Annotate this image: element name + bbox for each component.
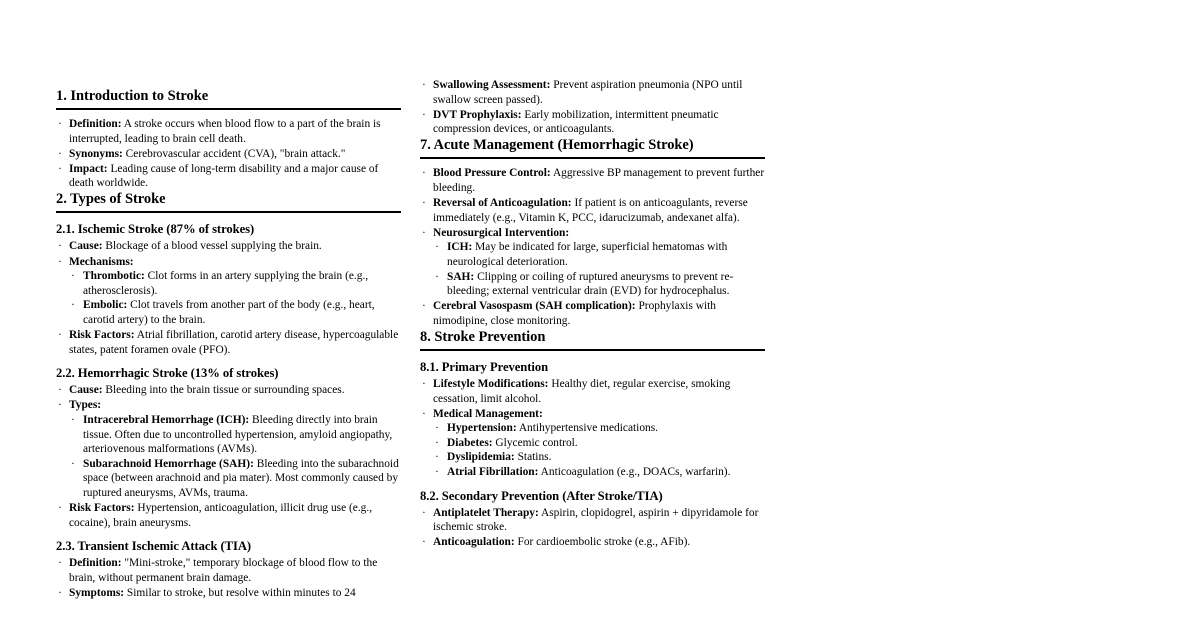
bullet-icon: · (71, 299, 75, 312)
list-item (56, 556, 401, 585)
item-label: Risk Factors: (69, 501, 135, 514)
item-text: Aggressive BP management to prevent further bleeding. (433, 167, 765, 194)
bullet-icon: · (58, 501, 62, 514)
item-label: Antiplatelet Therapy: (433, 506, 539, 519)
item-text: Prevent aspiration pneumonia (NPO until swallow screen passed). (433, 79, 743, 106)
list-item (56, 328, 401, 357)
section (56, 191, 401, 213)
sub-list-item (433, 421, 765, 436)
item-label: DVT Prophylaxis: (433, 108, 522, 121)
item-text: "Mini-stroke," temporary blockage of blood flow to the brain, without permanent brain damage. (69, 557, 378, 584)
bullet-list (56, 117, 401, 191)
item-label: Mechanisms: (69, 255, 134, 268)
sub-list (69, 413, 401, 501)
bullet-icon: · (435, 270, 439, 283)
bullet-icon: · (422, 167, 426, 180)
item-text: Cerebrovascular accident (CVA), "brain attack." (125, 147, 346, 160)
bullet-icon: · (58, 255, 62, 268)
sub-list-item (433, 465, 765, 480)
item-label: Symptoms: (69, 586, 125, 599)
item-text: Healthy diet, regular exercise, smoking cessation, limit alcohol. (433, 377, 731, 405)
section (420, 360, 765, 480)
sub-list-item (69, 413, 401, 457)
subsection-heading: 2.3. Transient Ischemic Attack (TIA) (56, 539, 252, 554)
list-item (420, 166, 765, 195)
list-item (420, 226, 765, 299)
bullet-icon: · (71, 457, 75, 470)
list-item (56, 239, 401, 254)
item-label: Definition: (69, 557, 122, 570)
sub-list-item (69, 269, 401, 298)
item-text: Bleeding directly into brain tissue. Often due to uncontrolled hypertension, amyloid angiopathy, arteriovenous malformations (AVMs). (83, 413, 393, 456)
left-column (56, 88, 401, 626)
sub-list-item (433, 270, 765, 299)
bullet-icon: · (58, 240, 62, 253)
bullet-list (420, 166, 765, 328)
item-label: ICH: (447, 241, 473, 254)
item-label: Blood Pressure Control: (433, 167, 551, 180)
item-text: Clipping or coiling of ruptured aneurysms to prevent re-bleeding; external ventricular drain (EVD) for hydrocephalus. (447, 270, 734, 298)
list-item (420, 506, 765, 535)
item-label: Dyslipidemia: (447, 451, 515, 464)
list-item (56, 162, 401, 191)
bullet-icon: · (435, 465, 439, 478)
item-text: Hypertension, anticoagulation, illicit drug use (e.g., cocaine), brain aneurysms. (69, 501, 373, 529)
item-text: Bleeding into the brain tissue or surrounding spaces. (105, 384, 345, 397)
list-item (56, 147, 401, 162)
item-label: Reversal of Anticoagulation: (433, 197, 572, 210)
bullet-icon: · (71, 413, 75, 426)
item-text: Statins. (517, 451, 552, 464)
right-column (420, 78, 765, 626)
item-label: Cause: (69, 240, 103, 253)
list-item (420, 377, 765, 406)
item-text: A stroke occurs when blood flow to a part of the brain is interrupted, leading to brain cell death. (69, 118, 381, 145)
item-text: Prophylaxis with nimodipine, close monitoring. (433, 300, 716, 327)
bullet-icon: · (58, 147, 62, 160)
item-label: Hypertension: (447, 422, 517, 435)
sub-list (69, 269, 401, 327)
bullet-list (56, 239, 401, 357)
item-label: Neurosurgical Intervention: (433, 226, 570, 239)
item-text: For cardioembolic stroke (e.g., AFib). (517, 536, 691, 549)
bullet-list (420, 377, 765, 480)
bullet-list (56, 383, 401, 530)
bullet-icon: · (58, 399, 62, 412)
bullet-icon: · (422, 226, 426, 239)
item-label: Embolic: (83, 299, 128, 312)
subsection-heading: 8.2. Secondary Prevention (After Stroke/TIA) (420, 488, 663, 503)
bullet-icon: · (58, 384, 62, 397)
bullet-icon: · (422, 108, 426, 121)
bullet-icon: · (422, 506, 426, 519)
subsection-heading: 2.1. Ischemic Stroke (87% of strokes) (56, 222, 255, 237)
list-item (56, 398, 401, 500)
list-item (56, 255, 401, 328)
item-label: Types: (69, 399, 102, 412)
bullet-icon: · (435, 436, 439, 449)
item-text: Bleeding into the subarachnoid space (between arachnoid and pia mater). Most commonly caused by ruptured aneurysms, AVMs, trauma. (83, 457, 399, 499)
heading-rule (420, 349, 765, 351)
item-text: Anticoagulation (e.g., DOACs, warfarin). (540, 465, 731, 478)
item-text: Leading cause of long-term disability and a major cause of death worldwide. (69, 162, 379, 190)
heading-rule (420, 157, 765, 159)
bullet-icon: · (435, 451, 439, 464)
section (56, 539, 401, 600)
bullet-icon: · (58, 557, 62, 570)
section-heading: 1. Introduction to Stroke (56, 88, 209, 104)
bullet-icon: · (435, 241, 439, 254)
subsection-heading: 2.2. Hemorrhagic Stroke (13% of strokes) (56, 366, 279, 381)
item-label: Subarachnoid Hemorrhage (SAH): (83, 457, 254, 470)
section (56, 88, 401, 191)
section (56, 366, 401, 530)
list-item (56, 501, 401, 530)
item-label: Atrial Fibrillation: (447, 465, 539, 478)
bullet-icon: · (422, 377, 426, 390)
bullet-icon: · (422, 197, 426, 210)
list-item (420, 535, 765, 550)
item-text: Early mobilization, intermittent pneumatic compression devices, or anticoagulants. (433, 108, 719, 136)
item-label: Swallowing Assessment: (433, 79, 551, 91)
sub-list (433, 240, 765, 298)
list-item (56, 117, 401, 146)
list-item (420, 196, 765, 225)
sub-list-item (433, 436, 765, 451)
item-label: Intracerebral Hemorrhage (ICH): (83, 413, 250, 426)
item-label: Thrombotic: (83, 270, 145, 283)
section-heading: 8. Stroke Prevention (420, 328, 546, 345)
item-label: Lifestyle Modifications: (433, 377, 549, 390)
bullet-icon: · (422, 407, 426, 420)
bullet-icon: · (422, 79, 426, 91)
section (56, 222, 401, 357)
bullet-icon: · (71, 270, 75, 283)
item-label: Diabetes: (447, 436, 493, 449)
bullet-list (420, 506, 765, 550)
bullet-icon: · (58, 586, 62, 599)
section (420, 489, 765, 550)
subsection-heading: 8.1. Primary Prevention (420, 359, 549, 374)
bullet-icon: · (422, 300, 426, 313)
item-text: Blockage of a blood vessel supplying the brain. (105, 240, 322, 253)
sub-list-item (433, 450, 765, 465)
item-label: Definition: (69, 118, 122, 130)
bullet-list (56, 556, 401, 600)
bullet-list (420, 78, 765, 137)
section (420, 137, 765, 328)
section-heading: 7. Acute Management (Hemorrhagic Stroke) (420, 137, 694, 154)
item-text: Antihypertensive medications. (518, 422, 659, 435)
item-label: Anticoagulation: (433, 536, 515, 549)
sub-list-item (69, 457, 401, 501)
section-heading: 2. Types of Stroke (56, 191, 166, 208)
item-text: Aspirin, clopidogrel, aspirin + dipyridamole for ischemic stroke. (433, 506, 759, 534)
bullet-icon: · (58, 329, 62, 342)
item-label: Cause: (69, 384, 103, 397)
section (420, 78, 765, 137)
item-text: May be indicated for large, superficial hematomas with neurological deterioration. (447, 241, 728, 268)
sub-list (433, 421, 765, 479)
section (420, 329, 765, 351)
item-text: Clot forms in an artery supplying the brain (e.g., atherosclerosis). (83, 270, 369, 297)
heading-rule (56, 211, 401, 213)
item-label: Medical Management: (433, 407, 543, 420)
item-text: If patient is on anticoagulants, reverse immediately (e.g., Vitamin K, PCC, idarucizumab, andexanet alfa). (433, 197, 748, 224)
bullet-icon: · (422, 536, 426, 549)
list-item (420, 299, 765, 328)
item-text: Atrial fibrillation, carotid artery disease, hypercoagulable states, patent foramen ovale (PFO). (69, 329, 399, 356)
bullet-icon: · (58, 162, 62, 175)
list-item (56, 586, 401, 601)
item-label: Cerebral Vasospasm (SAH complication): (433, 300, 636, 313)
list-item (56, 383, 401, 398)
item-text: Similar to stroke, but resolve within minutes to 24 (126, 586, 356, 599)
list-item (420, 78, 765, 107)
list-item (420, 407, 765, 480)
item-label: SAH: (447, 270, 475, 283)
item-label: Synonyms: (69, 147, 123, 160)
bullet-icon: · (58, 118, 62, 130)
heading-rule (56, 108, 401, 110)
item-text: Glycemic control. (495, 436, 578, 449)
list-item (420, 108, 765, 137)
item-label: Impact: (69, 162, 108, 175)
sub-list-item (433, 240, 765, 269)
bullet-icon: · (435, 422, 439, 435)
item-label: Risk Factors: (69, 329, 135, 342)
sub-list-item (69, 298, 401, 327)
item-text: Clot travels from another part of the body (e.g., heart, carotid artery) to the brain. (83, 299, 375, 326)
